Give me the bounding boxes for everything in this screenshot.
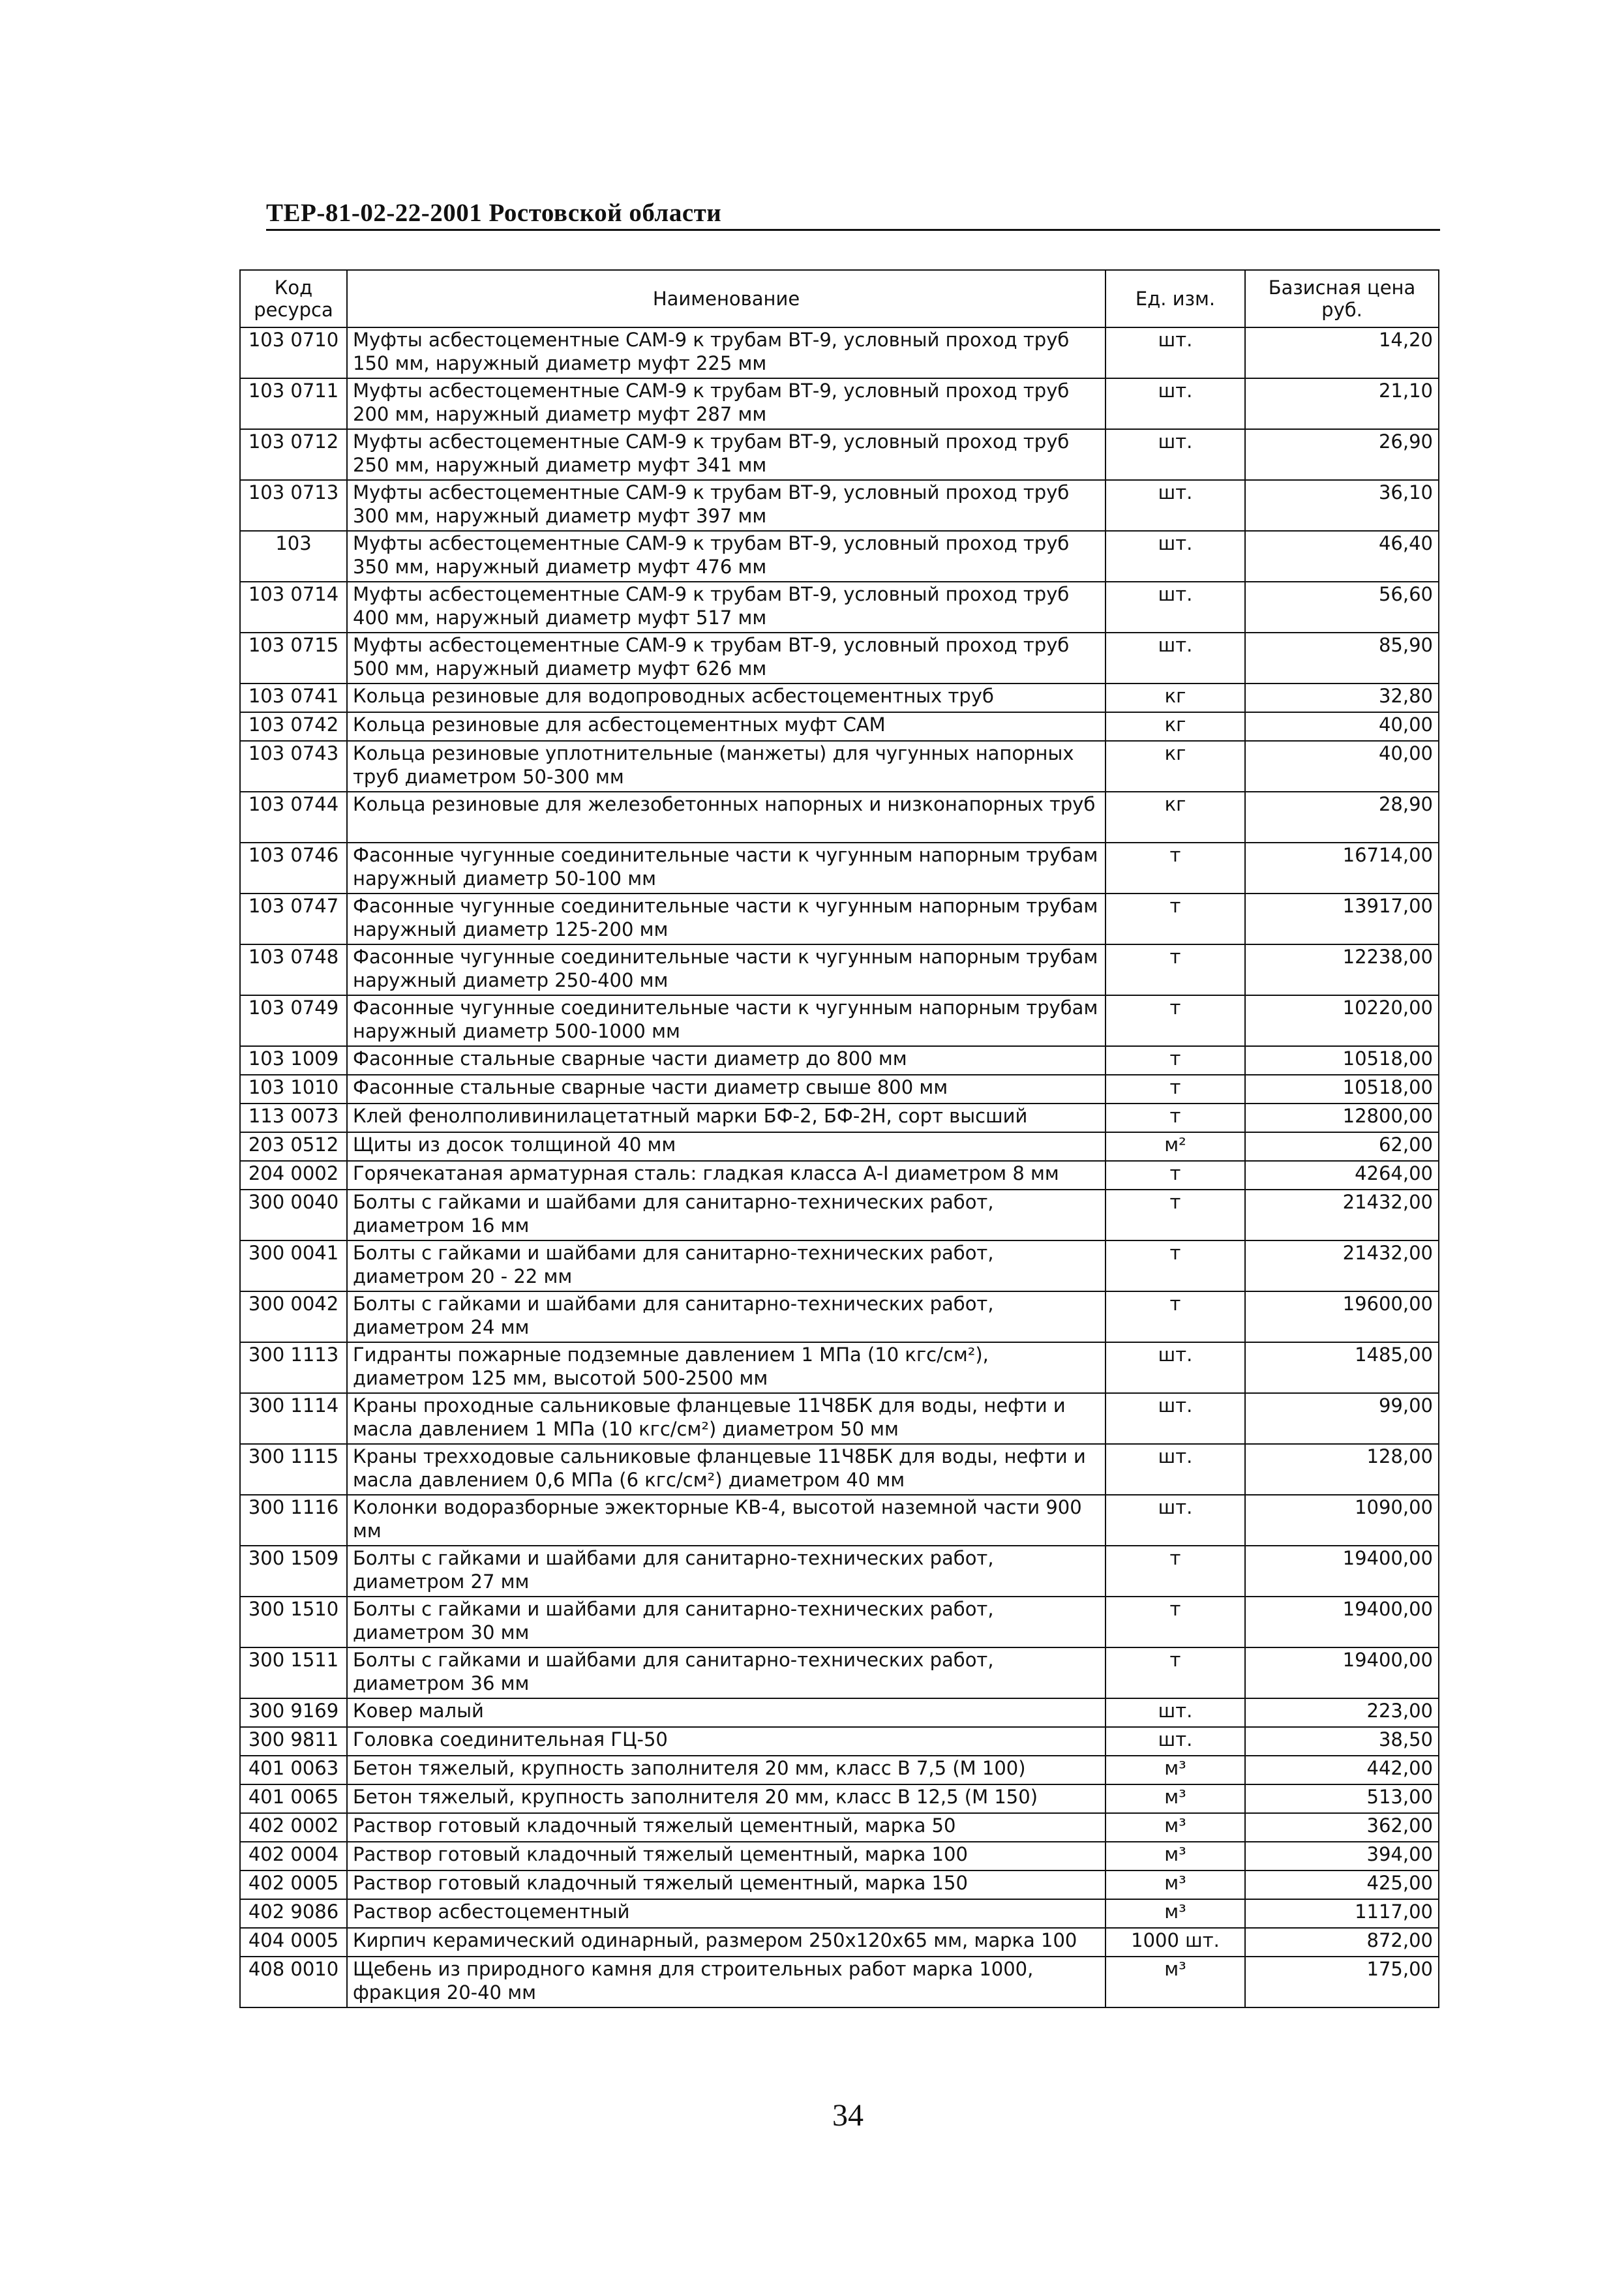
- row-unit: м³: [1105, 1957, 1245, 2007]
- row-unit: кг: [1105, 712, 1245, 741]
- table-row: [240, 1075, 1439, 1104]
- row-unit: т: [1105, 995, 1245, 1046]
- row-price: 38,50: [1245, 1727, 1439, 1756]
- table-row: [240, 1727, 1439, 1756]
- resource-price-table: [239, 269, 1439, 2008]
- row-price: 223,00: [1245, 1698, 1439, 1727]
- row-unit: шт.: [1105, 1342, 1245, 1393]
- row-unit: кг: [1105, 741, 1245, 792]
- row-price: 19400,00: [1245, 1597, 1439, 1647]
- row-unit: шт.: [1105, 531, 1245, 582]
- row-code: 103 0710: [240, 327, 347, 378]
- row-unit: шт.: [1105, 1393, 1245, 1444]
- row-name: Бетон тяжелый, крупность заполнителя 20 мм, класс В 12,5 (М 150): [347, 1784, 1105, 1813]
- row-name: Колонки водоразборные эжекторные КВ-4, высотой наземной части 900 мм: [347, 1495, 1105, 1546]
- row-code: 300 1509: [240, 1546, 347, 1597]
- table-row: [240, 1899, 1439, 1928]
- row-price: 1117,00: [1245, 1899, 1439, 1928]
- row-code: 402 0002: [240, 1813, 347, 1842]
- row-unit: м³: [1105, 1756, 1245, 1784]
- table-row: [240, 480, 1439, 531]
- row-name: Кольца резиновые для асбестоцементных муфт САМ: [347, 712, 1105, 741]
- row-unit: м³: [1105, 1842, 1245, 1871]
- row-name: Раствор готовый кладочный тяжелый цементный, марка 50: [347, 1813, 1105, 1842]
- table-body: [240, 327, 1439, 2007]
- row-name: Болты с гайками и шайбами для санитарно-технических работ, диаметром 27 мм: [347, 1546, 1105, 1597]
- table-row: [240, 531, 1439, 582]
- row-price: 21432,00: [1245, 1240, 1439, 1291]
- row-name: Болты с гайками и шайбами для санитарно-технических работ, диаметром 24 мм: [347, 1291, 1105, 1342]
- table-header-row: [240, 270, 1439, 327]
- row-price: 40,00: [1245, 741, 1439, 792]
- row-unit: т: [1105, 1104, 1245, 1132]
- table-row: [240, 378, 1439, 429]
- row-unit: м³: [1105, 1899, 1245, 1928]
- row-unit: кг: [1105, 792, 1245, 843]
- row-name: Горячекатаная арматурная сталь: гладкая класса А-I диаметром 8 мм: [347, 1161, 1105, 1190]
- row-price: 40,00: [1245, 712, 1439, 741]
- row-code: 402 9086: [240, 1899, 347, 1928]
- row-unit: шт.: [1105, 1727, 1245, 1756]
- row-name: Клей фенолполивинилацетатный марки БФ-2, БФ-2Н, сорт высший: [347, 1104, 1105, 1132]
- row-code: 402 0005: [240, 1871, 347, 1899]
- row-unit: шт.: [1105, 1444, 1245, 1495]
- row-unit: т: [1105, 1046, 1245, 1075]
- row-code: 203 0512: [240, 1132, 347, 1161]
- row-name: Фасонные стальные сварные части диаметр свыше 800 мм: [347, 1075, 1105, 1104]
- row-price: 4264,00: [1245, 1161, 1439, 1190]
- row-price: 10518,00: [1245, 1046, 1439, 1075]
- row-name: Кольца резиновые для железобетонных напорных и низконапорных труб: [347, 792, 1105, 843]
- row-name: Муфты асбестоцементные САМ-9 к трубам ВТ-9, условный проход труб 500 мм, наружный диаметр муфт 626 мм: [347, 633, 1105, 684]
- row-name: Раствор асбестоцементный: [347, 1899, 1105, 1928]
- row-price: 85,90: [1245, 633, 1439, 684]
- table-row: [240, 1104, 1439, 1132]
- row-code: 408 0010: [240, 1957, 347, 2007]
- row-name: Болты с гайками и шайбами для санитарно-технических работ, диаметром 16 мм: [347, 1190, 1105, 1240]
- table-row: [240, 684, 1439, 712]
- row-code: 103 0746: [240, 843, 347, 894]
- row-code: 103 0714: [240, 582, 347, 633]
- row-code: 300 1511: [240, 1647, 347, 1698]
- row-name: Краны трехходовые сальниковые фланцевые 11Ч8БК для воды, нефти и масла давлением 0,6 МПа (6 кгс/см²) диаметром 40 мм: [347, 1444, 1105, 1495]
- table-row: [240, 1698, 1439, 1727]
- row-name: Кольца резиновые для водопроводных асбестоцементных труб: [347, 684, 1105, 712]
- row-name: Бетон тяжелый, крупность заполнителя 20 мм, класс В 7,5 (М 100): [347, 1756, 1105, 1784]
- page-number: 34: [832, 2098, 864, 2133]
- row-name: Муфты асбестоцементные САМ-9 к трубам ВТ-9, условный проход труб 250 мм, наружный диаметр муфт 341 мм: [347, 429, 1105, 480]
- table-row: [240, 429, 1439, 480]
- row-unit: шт.: [1105, 327, 1245, 378]
- table-row: [240, 894, 1439, 944]
- row-unit: шт.: [1105, 582, 1245, 633]
- row-code: 300 0040: [240, 1190, 347, 1240]
- row-unit: т: [1105, 1647, 1245, 1698]
- row-price: 16714,00: [1245, 843, 1439, 894]
- row-code: 300 1114: [240, 1393, 347, 1444]
- row-price: 362,00: [1245, 1813, 1439, 1842]
- row-name: Болты с гайками и шайбами для санитарно-технических работ, диаметром 30 мм: [347, 1597, 1105, 1647]
- table-row: [240, 582, 1439, 633]
- row-price: 10518,00: [1245, 1075, 1439, 1104]
- row-price: 442,00: [1245, 1756, 1439, 1784]
- row-code: 401 0063: [240, 1756, 347, 1784]
- table-row: [240, 1842, 1439, 1871]
- table-row: [240, 1871, 1439, 1899]
- row-price: 175,00: [1245, 1957, 1439, 2007]
- row-name: Фасонные стальные сварные части диаметр до 800 мм: [347, 1046, 1105, 1075]
- row-name: Фасонные чугунные соединительные части к чугунным напорным трубам наружный диаметр 250-400 мм: [347, 944, 1105, 995]
- row-code: 300 1113: [240, 1342, 347, 1393]
- row-name: Болты с гайками и шайбами для санитарно-технических работ, диаметром 36 мм: [347, 1647, 1105, 1698]
- table-row: [240, 1957, 1439, 2007]
- row-unit: шт.: [1105, 480, 1245, 531]
- table-row: [240, 1784, 1439, 1813]
- table-row: [240, 1046, 1439, 1075]
- row-code: 103 0749: [240, 995, 347, 1046]
- row-name: Муфты асбестоцементные САМ-9 к трубам ВТ-9, условный проход труб 300 мм, наружный диаметр муфт 397 мм: [347, 480, 1105, 531]
- row-code: 103 0741: [240, 684, 347, 712]
- row-name: Муфты асбестоцементные САМ-9 к трубам ВТ-9, условный проход труб 400 мм, наружный диаметр муфт 517 мм: [347, 582, 1105, 633]
- row-code: 103: [240, 531, 347, 582]
- row-price: 26,90: [1245, 429, 1439, 480]
- row-unit: м³: [1105, 1813, 1245, 1842]
- row-price: 28,90: [1245, 792, 1439, 843]
- row-code: 404 0005: [240, 1928, 347, 1957]
- row-price: 99,00: [1245, 1393, 1439, 1444]
- row-unit: шт.: [1105, 1698, 1245, 1727]
- row-unit: т: [1105, 1597, 1245, 1647]
- document-header: ТЕР-81-02-22-2001 Ростовской области: [266, 198, 1440, 231]
- column-header-name: Наименование: [347, 270, 1105, 327]
- row-price: 19600,00: [1245, 1291, 1439, 1342]
- table-row: [240, 1813, 1439, 1842]
- table-row: [240, 995, 1439, 1046]
- row-code: 300 1115: [240, 1444, 347, 1495]
- column-header-unit: Ед. изм.: [1105, 270, 1245, 327]
- row-unit: т: [1105, 843, 1245, 894]
- table-row: [240, 1240, 1439, 1291]
- table-row: [240, 1597, 1439, 1647]
- table-row: [240, 1546, 1439, 1597]
- row-code: 300 0041: [240, 1240, 347, 1291]
- row-price: 21,10: [1245, 378, 1439, 429]
- table-row: [240, 1928, 1439, 1957]
- row-price: 21432,00: [1245, 1190, 1439, 1240]
- row-unit: т: [1105, 1546, 1245, 1597]
- table-row: [240, 1495, 1439, 1546]
- row-unit: т: [1105, 894, 1245, 944]
- row-code: 103 1009: [240, 1046, 347, 1075]
- table-row: [240, 843, 1439, 894]
- row-price: 12800,00: [1245, 1104, 1439, 1132]
- table-row: [240, 327, 1439, 378]
- table-row: [240, 944, 1439, 995]
- row-name: Кольца резиновые уплотнительные (манжеты) для чугунных напорных труб диаметром 50-300 мм: [347, 741, 1105, 792]
- row-unit: т: [1105, 1190, 1245, 1240]
- row-name: Фасонные чугунные соединительные части к чугунным напорным трубам наружный диаметр 50-100 мм: [347, 843, 1105, 894]
- row-name: Щебень из природного камня для строительных работ марка 1000, фракция 20-40 мм: [347, 1957, 1105, 2007]
- column-header-price: Базисная цена руб.: [1245, 270, 1439, 327]
- row-unit: м³: [1105, 1784, 1245, 1813]
- row-code: 103 0747: [240, 894, 347, 944]
- row-unit: 1000 шт.: [1105, 1928, 1245, 1957]
- row-name: Муфты асбестоцементные САМ-9 к трубам ВТ-9, условный проход труб 150 мм, наружный диаметр муфт 225 мм: [347, 327, 1105, 378]
- row-unit: т: [1105, 944, 1245, 995]
- row-unit: т: [1105, 1240, 1245, 1291]
- row-unit: м³: [1105, 1871, 1245, 1899]
- row-name: Головка соединительная ГЦ-50: [347, 1727, 1105, 1756]
- row-code: 402 0004: [240, 1842, 347, 1871]
- row-code: 401 0065: [240, 1784, 347, 1813]
- table-row: [240, 1393, 1439, 1444]
- table-row: [240, 1132, 1439, 1161]
- table-row: [240, 1161, 1439, 1190]
- row-code: 103 0713: [240, 480, 347, 531]
- row-name: Ковер малый: [347, 1698, 1105, 1727]
- table-row: [240, 1444, 1439, 1495]
- row-code: 103 0711: [240, 378, 347, 429]
- table-row: [240, 1190, 1439, 1240]
- row-code: 113 0073: [240, 1104, 347, 1132]
- table-row: [240, 1342, 1439, 1393]
- row-price: 128,00: [1245, 1444, 1439, 1495]
- table-row: [240, 1291, 1439, 1342]
- row-price: 19400,00: [1245, 1647, 1439, 1698]
- row-price: 425,00: [1245, 1871, 1439, 1899]
- row-price: 56,60: [1245, 582, 1439, 633]
- row-code: 103 0744: [240, 792, 347, 843]
- row-price: 1485,00: [1245, 1342, 1439, 1393]
- column-header-code: Код ресурса: [240, 270, 347, 327]
- row-price: 19400,00: [1245, 1546, 1439, 1597]
- row-price: 14,20: [1245, 327, 1439, 378]
- table-row: [240, 633, 1439, 684]
- row-price: 10220,00: [1245, 995, 1439, 1046]
- row-name: Раствор готовый кладочный тяжелый цементный, марка 150: [347, 1871, 1105, 1899]
- row-code: 300 9811: [240, 1727, 347, 1756]
- table-row: [240, 792, 1439, 843]
- table-row: [240, 1756, 1439, 1784]
- row-unit: кг: [1105, 684, 1245, 712]
- row-price: 872,00: [1245, 1928, 1439, 1957]
- row-name: Краны проходные сальниковые фланцевые 11Ч8БК для воды, нефти и масла давлением 1 МПа (10 кгс/см²) диаметром 50 мм: [347, 1393, 1105, 1444]
- table-row: [240, 712, 1439, 741]
- row-code: 204 0002: [240, 1161, 347, 1190]
- row-code: 103 0742: [240, 712, 347, 741]
- row-name: Фасонные чугунные соединительные части к чугунным напорным трубам наружный диаметр 500-1000 мм: [347, 995, 1105, 1046]
- row-code: 300 1510: [240, 1597, 347, 1647]
- row-price: 12238,00: [1245, 944, 1439, 995]
- table-row: [240, 1647, 1439, 1698]
- row-price: 1090,00: [1245, 1495, 1439, 1546]
- row-name: Раствор готовый кладочный тяжелый цементный, марка 100: [347, 1842, 1105, 1871]
- row-unit: т: [1105, 1075, 1245, 1104]
- row-name: Болты с гайками и шайбами для санитарно-технических работ, диаметром 20 - 22 мм: [347, 1240, 1105, 1291]
- row-code: 103 1010: [240, 1075, 347, 1104]
- row-name: Муфты асбестоцементные САМ-9 к трубам ВТ-9, условный проход труб 200 мм, наружный диаметр муфт 287 мм: [347, 378, 1105, 429]
- row-code: 103 0712: [240, 429, 347, 480]
- row-name: Кирпич керамический одинарный, размером 250х120х65 мм, марка 100: [347, 1928, 1105, 1957]
- row-unit: т: [1105, 1161, 1245, 1190]
- row-code: 103 0748: [240, 944, 347, 995]
- row-name: Щиты из досок толщиной 40 мм: [347, 1132, 1105, 1161]
- row-price: 513,00: [1245, 1784, 1439, 1813]
- row-code: 103 0743: [240, 741, 347, 792]
- row-code: 300 1116: [240, 1495, 347, 1546]
- row-code: 103 0715: [240, 633, 347, 684]
- row-price: 32,80: [1245, 684, 1439, 712]
- row-name: Муфты асбестоцементные САМ-9 к трубам ВТ-9, условный проход труб 350 мм, наружный диаметр муфт 476 мм: [347, 531, 1105, 582]
- row-price: 13917,00: [1245, 894, 1439, 944]
- row-code: 300 9169: [240, 1698, 347, 1727]
- row-unit: шт.: [1105, 378, 1245, 429]
- row-price: 36,10: [1245, 480, 1439, 531]
- row-unit: шт.: [1105, 429, 1245, 480]
- row-price: 394,00: [1245, 1842, 1439, 1871]
- row-code: 300 0042: [240, 1291, 347, 1342]
- row-unit: т: [1105, 1291, 1245, 1342]
- row-price: 62,00: [1245, 1132, 1439, 1161]
- row-price: 46,40: [1245, 531, 1439, 582]
- row-unit: шт.: [1105, 1495, 1245, 1546]
- table-row: [240, 741, 1439, 792]
- row-unit: м²: [1105, 1132, 1245, 1161]
- row-name: Гидранты пожарные подземные давлением 1 МПа (10 кгс/см²), диаметром 125 мм, высотой 500-2500 мм: [347, 1342, 1105, 1393]
- row-name: Фасонные чугунные соединительные части к чугунным напорным трубам наружный диаметр 125-200 мм: [347, 894, 1105, 944]
- row-unit: шт.: [1105, 633, 1245, 684]
